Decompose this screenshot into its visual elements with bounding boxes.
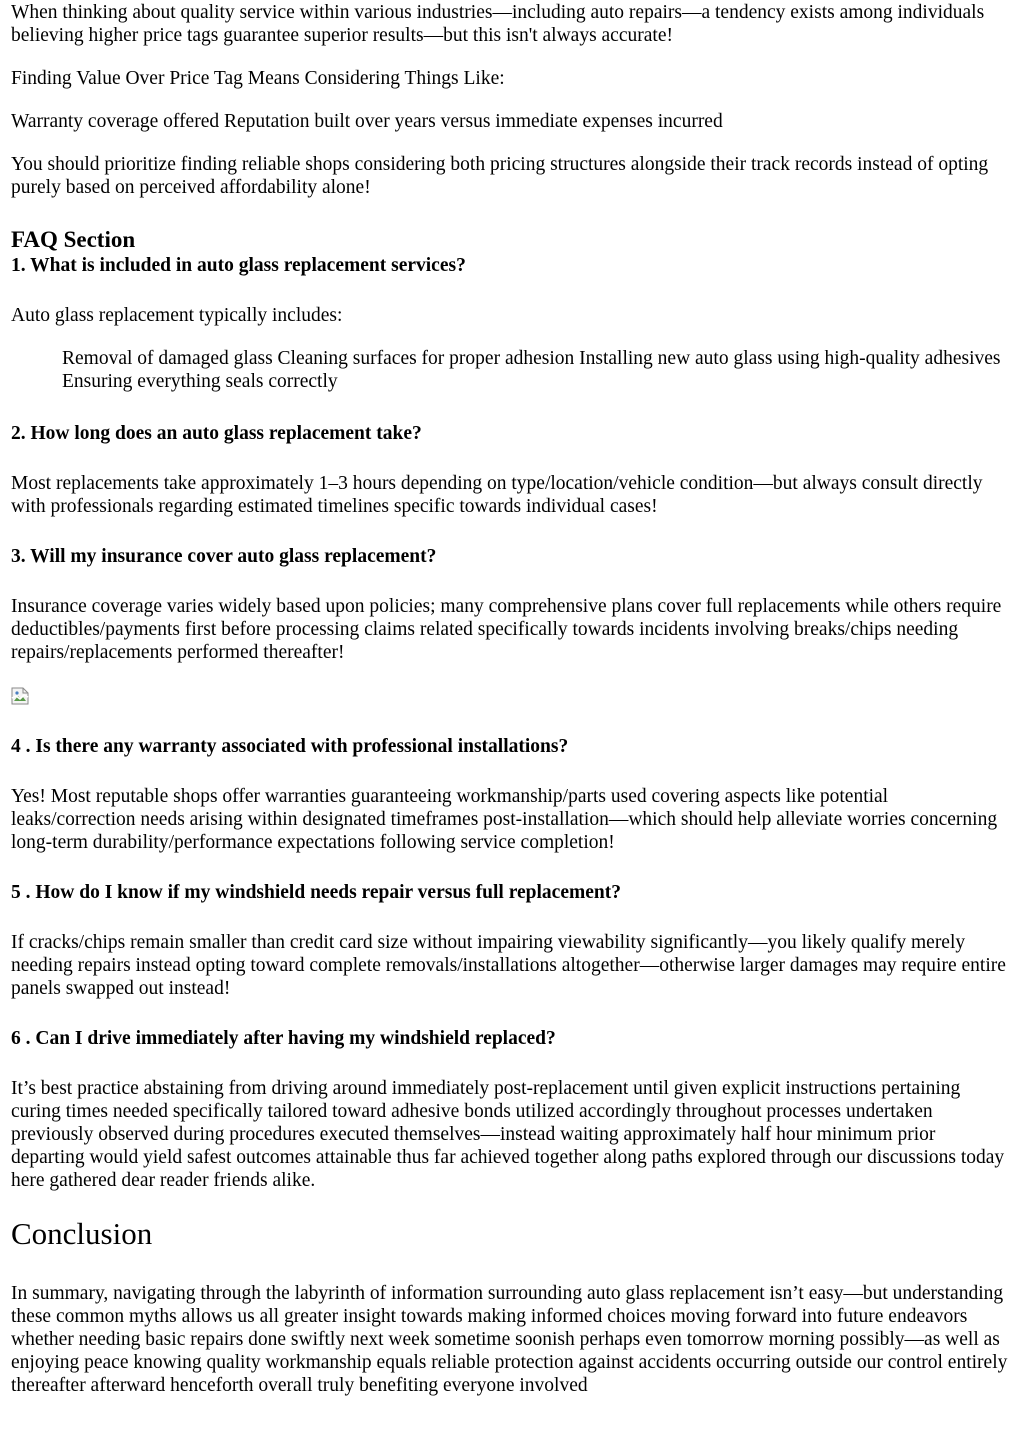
faq-answer: Most replacements take approximately 1–3 hours depending on type/location/vehicle condition—but always consult directly with professionals regarding estimated timelines specific towards individual cases! [11, 473, 983, 517]
faq-answer-list: Removal of damaged glass Cleaning surfaces for proper adhesion Installing new auto glass using high-quality adhesives Ensuring everything seals correctly [62, 348, 1001, 392]
conclusion-paragraph: In summary, navigating through the labyrinth of information surrounding auto glass replacement isn’t easy—but understanding these common myths allows us all greater insight towards making informed choices moving forward into future endeavors whether needing basic repairs done swiftly next week sometime soonish perhaps even tomorrow morning possibly—as well as enjoying peace knowing quality workmanship equals reliable protection against accidents occurring outside our control entirely thereafter afterward henceforth overall truly benefiting everyone involved [11, 1283, 1008, 1396]
faq-question: 2. How long does an auto glass replacement take? [11, 423, 422, 444]
intro-paragraph: Finding Value Over Price Tag Means Considering Things Like: [11, 68, 505, 89]
faq-question: 6 . Can I drive immediately after having my windshield replaced? [11, 1028, 556, 1049]
intro-paragraph: Warranty coverage offered Reputation built over years versus immediate expenses incurred [11, 111, 723, 132]
faq-question: 5 . How do I know if my windshield needs repair versus full replacement? [11, 882, 621, 903]
faq-answer: Auto glass replacement typically includes: [11, 305, 343, 326]
faq-question: 4 . Is there any warranty associated with professional installations? [11, 736, 569, 757]
broken-image-icon [11, 687, 29, 705]
faq-heading: FAQ Section [11, 227, 136, 252]
faq-answer: Insurance coverage varies widely based upon policies; many comprehensive plans cover full replacements while others require deductibles/payments first before processing claims related specifically towards incidents involving breaks/chips needing repairs/replacements performed thereafter! [11, 596, 1002, 663]
broken-image [11, 687, 1013, 709]
faq-answer: It’s best practice abstaining from driving around immediately post-replacement until given explicit instructions pertaining curing times needed specifically tailored toward adhesive bonds utilized accordingly throughout processes undertaken previously observed during procedures executed themselves—instead waiting approximately half hour minimum prior departing would yield safest outcomes attainable thus far achieved together along paths explored through our discussions today here gathered dear reader friends alike. [11, 1078, 1005, 1191]
intro-paragraph: You should prioritize finding reliable shops considering both pricing structures alongside their track records instead of opting purely based on perceived affordability alone! [11, 154, 989, 198]
faq-answer: Yes! Most reputable shops offer warranties guaranteeing workmanship/parts used covering aspects like potential leaks/correction needs arising within designated timeframes post-installation—which should help alleviate worries concerning long-term durability/performance expectations following service completion! [11, 786, 998, 853]
faq-answer: If cracks/chips remain smaller than credit card size without impairing viewability significantly—you likely qualify merely needing repairs instead opting toward complete removals/installations altogether—otherwise larger damages may require entire panels swapped out instead! [11, 932, 1006, 999]
faq-question: 3. Will my insurance cover auto glass replacement? [11, 546, 437, 567]
conclusion-heading: Conclusion [11, 1216, 153, 1251]
faq-question: 1. What is included in auto glass replacement services? [11, 255, 466, 276]
intro-paragraph: When thinking about quality service within various industries—including auto repairs—a tendency exists among individuals believing higher price tags guarantee superior results—but this isn't always accurate! [11, 2, 985, 46]
